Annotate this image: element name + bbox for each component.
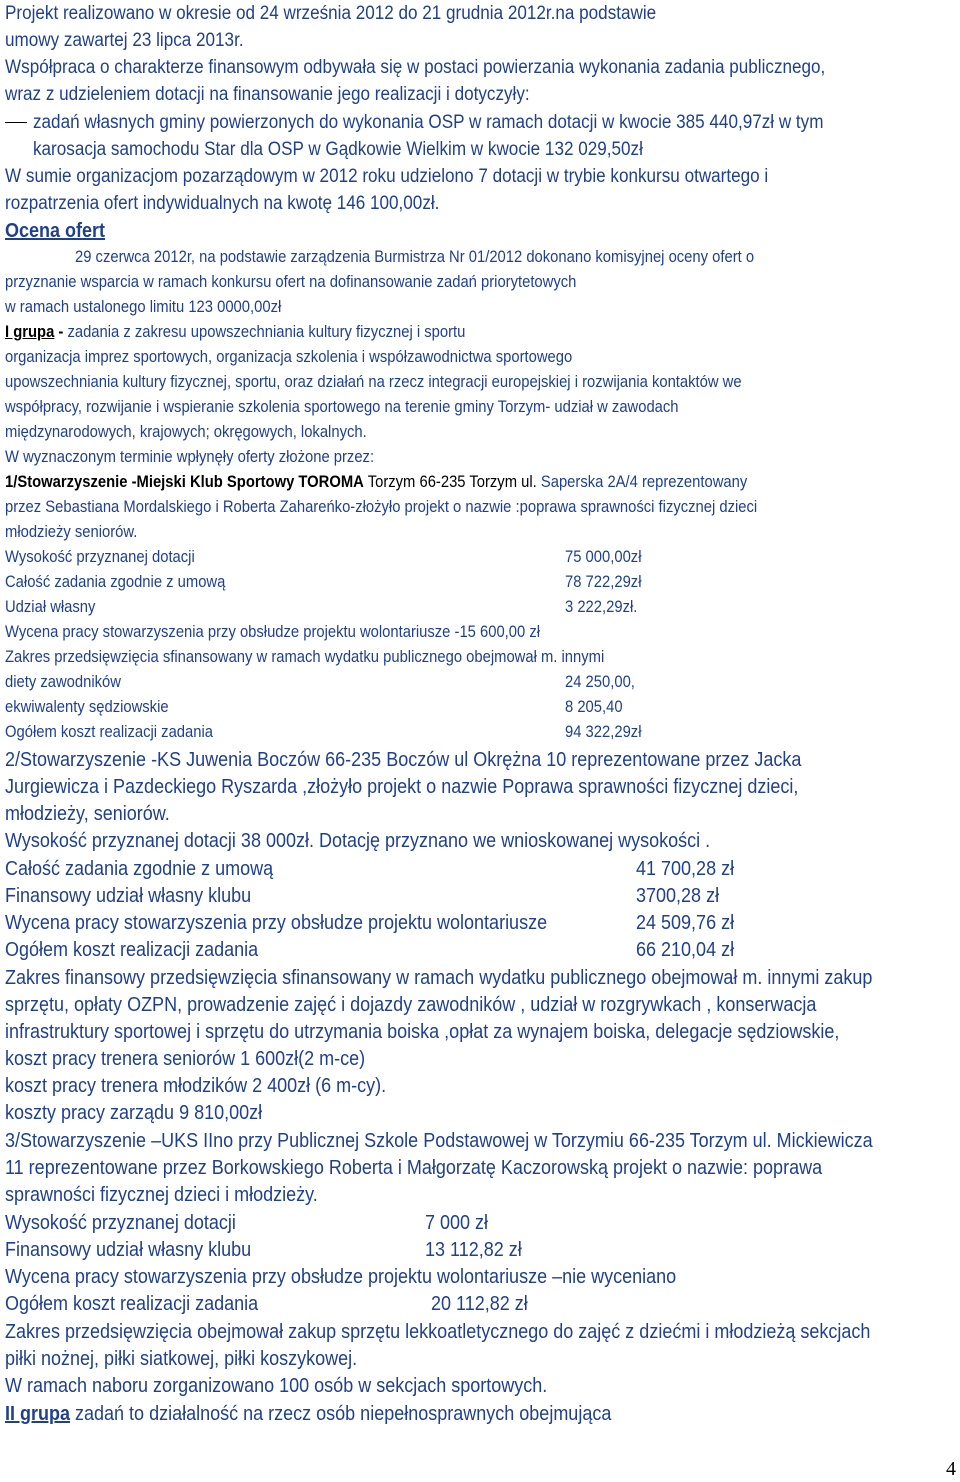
bullet-line: zadań własnych gminy powierzonych do wykonania OSP w ramach dotacji w kwocie 385 440,97zł w tym [33, 112, 824, 133]
finance-value: 24 250,00, [565, 672, 635, 691]
paragraph-line: współpracy, rozwijanie i wspieranie szkolenia sportowego na terenie gminy Torzym- udział w zawodach [5, 397, 679, 416]
paragraph-line: 29 czerwca 2012r, na podstawie zarządzenia Burmistrza Nr 01/2012 dokonano komisyjnej oceny ofert o [75, 247, 755, 266]
paragraph-line: młodzieży seniorów. [5, 522, 138, 541]
paragraph-line: organizacja imprez sportowych, organizacja szkolenia i współzawodnictwa sportowego [5, 347, 573, 366]
finance-value: 8 205,40 [565, 697, 623, 716]
finance-label: Całość zadania zgodnie z umową [5, 572, 226, 591]
finance-value: 78 722,29zł [565, 572, 642, 591]
paragraph-line: upowszechniania kultury fizycznej, sportu, oraz działań na rzecz integracji europejskiej i rozwijania kontaktów we [5, 372, 742, 391]
paragraph-line: przyznanie wsparcia w ramach konkursu ofert na dofinansowanie zadań priorytetowych [5, 272, 577, 291]
paragraph-line: W wyznaczonym terminie wpłynęły oferty złożone przez: [5, 447, 375, 466]
paragraph-line: 3/Stowarzyszenie –UKS IIno przy Publicznej Szkole Podstawowej w Torzymiu 66-235 Torzym ul. Mickiewicza [5, 1130, 873, 1152]
finance-value: 13 112,82 zł [425, 1239, 522, 1261]
intro-line: rozpatrzenia ofert indywidualnych na kwotę 146 100,00zł. [5, 193, 440, 214]
paragraph-line: Wycena pracy stowarzyszenia przy obsłudze projektu wolontariusze -15 600,00 zł [5, 622, 541, 641]
paragraph-line: W ramach naboru zorganizowano 100 osób w sekcjach sportowych. [5, 1375, 548, 1397]
bullet-dash [5, 122, 27, 123]
finance-label: ekwiwalenty sędziowskie [5, 697, 169, 716]
finance-value: 3 222,29zł. [565, 597, 638, 616]
paragraph-line: Jurgiewicza i Pazdeckiego Ryszarda ,złożyło projekt o nazwie Poprawa sprawności fizycznej dzieci, [5, 776, 799, 798]
paragraph-line: Wysokość przyznanej dotacji 38 000zł. Dotację przyznano we wnioskowanej wysokości . [5, 830, 711, 852]
finance-label: Wysokość przyznanej dotacji [5, 547, 195, 566]
finance-value: 3700,28 zł [636, 885, 720, 907]
intro-line: umowy zawartej 23 lipca 2013r. [5, 30, 244, 51]
finance-label: Udział własny [5, 597, 96, 616]
org-address-tail: Saperska 2A/4 reprezentowany [536, 472, 748, 491]
intro-line: wraz z udzieleniem dotacji na finansowanie jego realizacji i dotyczyły: [5, 84, 530, 105]
paragraph-line: sprawności fizycznej dzieci i młodzieży. [5, 1184, 318, 1206]
finance-value: 7 000 zł [425, 1212, 489, 1234]
intro-line: Projekt realizowano w okresie od 24 września 2012 do 21 grudnia 2012r.na podstawie [5, 3, 657, 24]
paragraph-line: młodzieży, seniorów. [5, 803, 170, 825]
paragraph-line: sprzętu, opłaty OZPN, prowadzenie zajęć i dojazdy zawodników , udział w rozgrywkach , konserwacja [5, 994, 817, 1016]
finance-label: Finansowy udział własny klubu [5, 1239, 252, 1261]
finance-label: diety zawodników [5, 672, 121, 691]
group-heading [5, 1404, 611, 1424]
finance-value: 94 322,29zł [565, 722, 642, 741]
paragraph-line: międzynarodowych, krajowych; okręgowych, lokalnych. [5, 422, 367, 441]
section-heading: Ocena ofert [5, 220, 106, 242]
paragraph-line: koszty pracy zarządu 9 810,00zł [5, 1102, 263, 1124]
finance-label: Wysokość przyznanej dotacji [5, 1212, 236, 1234]
bullet-line: karosacja samochodu Star dla OSP w Gądkowie Wielkim w kwocie 132 029,50zł [33, 139, 643, 160]
paragraph-line: piłki nożnej, piłki siatkowej, piłki koszykowej. [5, 1348, 358, 1370]
finance-value: 24 509,76 zł [636, 912, 735, 934]
paragraph-line: koszt pracy trenera młodzików 2 400zł (6 m-cy). [5, 1075, 387, 1097]
group-dash: - [54, 322, 68, 341]
finance-label: Ogółem koszt realizacji zadania [5, 939, 259, 961]
intro-line: Współpraca o charakterze finansowym odbywała się w postaci powierzania wykonania zadania publicznego, [5, 57, 826, 78]
paragraph-line: 2/Stowarzyszenie -KS Juwenia Boczów 66-235 Boczów ul Okrężna 10 reprezentowane przez Jacka [5, 749, 802, 771]
paragraph-line: Zakres finansowy przedsięwzięcia sfinansowany w ramach wydatku publicznego obejmował m. innymi zakup [5, 967, 873, 989]
group-heading [5, 323, 465, 340]
org-address: Torzym 66-235 Torzym ul. [363, 472, 537, 491]
finance-value: 66 210,04 zł [636, 939, 735, 961]
finance-label: Ogółem koszt realizacji zadania [5, 1293, 259, 1315]
page-number: 4 [946, 1458, 956, 1480]
paragraph-line: Zakres przedsięwzięcia obejmował zakup sprzętu lekkoatletycznego do zajęć z dziećmi i młodzieżą sekcjach [5, 1321, 871, 1343]
finance-label: Wycena pracy stowarzyszenia przy obsłudze projektu wolontariusze [5, 912, 548, 934]
paragraph-line: 11 reprezentowane przez Borkowskiego Roberta i Małgorzatę Kaczorowską projekt o nazwie: poprawa [5, 1157, 823, 1179]
paragraph-line: w ramach ustalonego limitu 123 0000,00zł [5, 297, 282, 316]
intro-line: W sumie organizacjom pozarządowym w 2012 roku udzielono 7 dotacji w trybie konkursu otwartego i [5, 166, 769, 187]
group-text: zadań to działalność na rzecz osób niepełnosprawnych obejmująca [70, 1403, 612, 1425]
finance-label: Finansowy udział własny klubu [5, 885, 252, 907]
finance-value: 75 000,00zł [565, 547, 642, 566]
finance-label: Ogółem koszt realizacji zadania [5, 722, 213, 741]
paragraph-line: koszt pracy trenera seniorów 1 600zł(2 m-ce) [5, 1048, 366, 1070]
paragraph-line: Wycena pracy stowarzyszenia przy obsłudze projektu wolontariusze –nie wyceniano [5, 1266, 677, 1288]
org-heading [5, 473, 747, 490]
paragraph-line: przez Sebastiana Mordalskiego i Roberta Zahareńko-złożyło projekt o nazwie :poprawa sprawności fizycznej dzieci [5, 497, 758, 516]
paragraph-line: Zakres przedsięwzięcia sfinansowany w ramach wydatku publicznego obejmował m. innymi [5, 647, 605, 666]
org-name: 1/Stowarzyszenie -Miejski Klub Sportowy TOROMA [5, 472, 364, 491]
finance-value: 20 112,82 zł [431, 1293, 528, 1315]
group-label: I grupa [5, 322, 55, 341]
group-text: zadania z zakresu upowszechniania kultury fizycznej i sportu [67, 322, 466, 341]
group-label: II grupa [5, 1403, 71, 1425]
finance-label: Całość zadania zgodnie z umową [5, 858, 274, 880]
paragraph-line: infrastruktury sportowej i sprzętu do utrzymania boiska ,opłat za wynajem boiska, delegacje sędziowskie, [5, 1021, 840, 1043]
finance-value: 41 700,28 zł [636, 858, 735, 880]
